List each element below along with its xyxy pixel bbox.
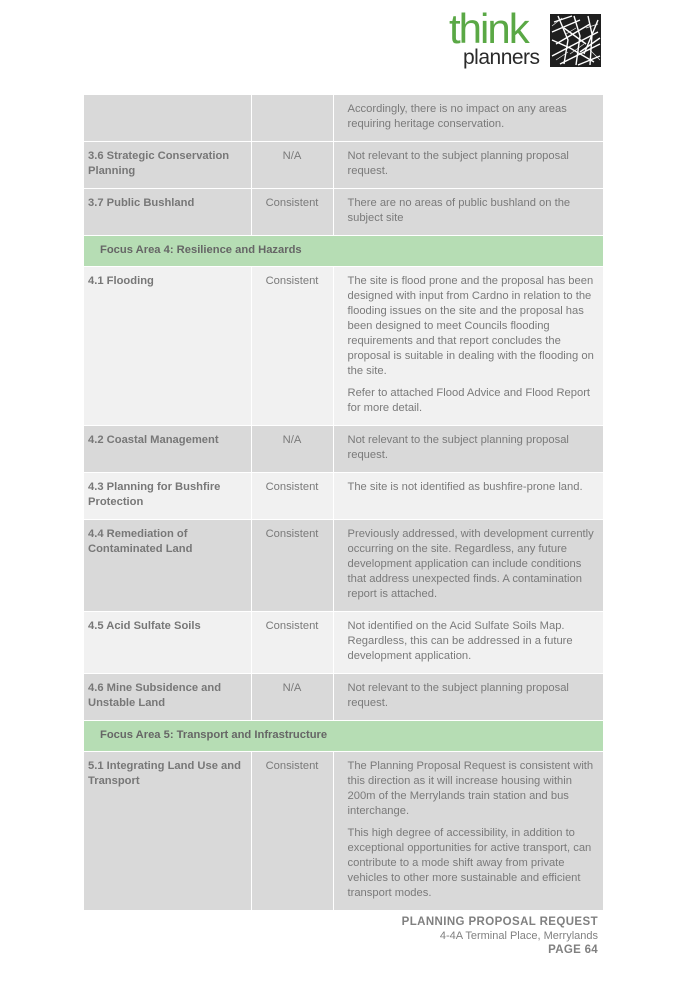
- consistency-status: Consistent: [251, 520, 333, 612]
- think-planners-logo: [449, 5, 601, 70]
- comment-cell: [333, 473, 603, 520]
- focus-area-label: Focus Area 5: Transport and Infrastructure: [84, 721, 603, 752]
- direction-name: 4.5 Acid Sulfate Soils: [84, 612, 251, 674]
- comment-paragraph: Not relevant to the subject planning proposal request.: [347, 434, 569, 461]
- direction-name: 5.1 Integrating Land Use and Transport: [84, 752, 251, 911]
- comment-cell: [333, 612, 603, 674]
- comment-paragraph: Accordingly, there is no impact on any areas requiring heritage conservation.: [347, 103, 567, 130]
- comment-paragraph: Not relevant to the subject planning proposal request.: [347, 150, 569, 177]
- comment-cell: [333, 95, 603, 142]
- consistency-status: Consistent: [251, 473, 333, 520]
- direction-name: [84, 95, 251, 142]
- footer-document-title: PLANNING PROPOSAL REQUEST: [401, 916, 598, 928]
- direction-name: 3.7 Public Bushland: [84, 189, 251, 236]
- consistency-status: Consistent: [251, 612, 333, 674]
- comment-paragraph: Not identified on the Acid Sulfate Soils Map. Regardless, this can be addressed in a future development application.: [347, 620, 573, 662]
- table-row: [84, 142, 603, 189]
- consistency-status: Consistent: [251, 189, 333, 236]
- comment-paragraph: There are no areas of public bushland on the subject site: [347, 197, 571, 224]
- table-row: [84, 189, 603, 236]
- table-row: [84, 520, 603, 612]
- footer-address: 4-4A Terminal Place, Merrylands: [439, 930, 598, 942]
- comment-paragraph: Not relevant to the subject planning proposal request.: [347, 682, 569, 709]
- page-number: PAGE 64: [548, 944, 598, 956]
- focus-area-header: [84, 721, 603, 752]
- direction-name: 4.6 Mine Subsidence and Unstable Land: [84, 674, 251, 721]
- table-body: [84, 95, 603, 911]
- consistency-status: [251, 95, 333, 142]
- table-row: [84, 95, 603, 142]
- table-row: [84, 267, 603, 426]
- planning-directions-table: [84, 95, 603, 911]
- table-row: [84, 752, 603, 911]
- table-row: [84, 612, 603, 674]
- consistency-status: N/A: [251, 142, 333, 189]
- comment-paragraph: The site is not identified as bushfire-prone land.: [347, 481, 583, 493]
- comment-paragraph: The Planning Proposal Request is consistent with this direction as it will increase housing within 200m of the Merrylands train station and bus interchange.: [347, 760, 594, 817]
- comment-paragraph: Previously addressed, with development currently occurring on the site. Regardless, any future development application can include conditions that address unexpected finds. A contamination report is attached.: [347, 528, 594, 600]
- table-row: [84, 426, 603, 473]
- comment-cell: [333, 267, 603, 426]
- comment-cell: [333, 426, 603, 473]
- comment-paragraph: Refer to attached Flood Advice and Flood Report for more detail.: [347, 387, 591, 414]
- comment-cell: [333, 752, 603, 911]
- table-row: [84, 473, 603, 520]
- street-grid-logo-icon: [550, 14, 601, 67]
- logo-word-think: think: [449, 5, 528, 52]
- focus-area-header: [84, 236, 603, 267]
- comment-cell: [333, 142, 603, 189]
- page-footer: [402, 915, 598, 958]
- comment-paragraph: This high degree of accessibility, in addition to exceptional opportunities for active transport, can contribute to a mode shift away from private vehicles to other more sustainable and efficient transport modes.: [347, 827, 592, 899]
- consistency-status: N/A: [251, 426, 333, 473]
- consistency-status: Consistent: [251, 752, 333, 911]
- logo-word-planners: planners: [463, 46, 540, 69]
- table-row: [84, 674, 603, 721]
- direction-name: 4.1 Flooding: [84, 267, 251, 426]
- direction-name: 4.3 Planning for Bushfire Protection: [84, 473, 251, 520]
- focus-area-label: Focus Area 4: Resilience and Hazards: [84, 236, 603, 267]
- direction-name: 4.2 Coastal Management: [84, 426, 251, 473]
- comment-cell: [333, 520, 603, 612]
- comment-cell: [333, 189, 603, 236]
- direction-name: 3.6 Strategic Conservation Planning: [84, 142, 251, 189]
- consistency-status: Consistent: [251, 267, 333, 426]
- consistency-status: N/A: [251, 674, 333, 721]
- direction-name: 4.4 Remediation of Contaminated Land: [84, 520, 251, 612]
- comment-paragraph: The site is flood prone and the proposal has been designed with input from Cardno in relation to the flooding issues on the site and the proposal has been designed to meet Councils flooding requirements and that report concludes the proposal is suitable in dealing with the flooding on the site.: [347, 275, 594, 377]
- comment-cell: [333, 674, 603, 721]
